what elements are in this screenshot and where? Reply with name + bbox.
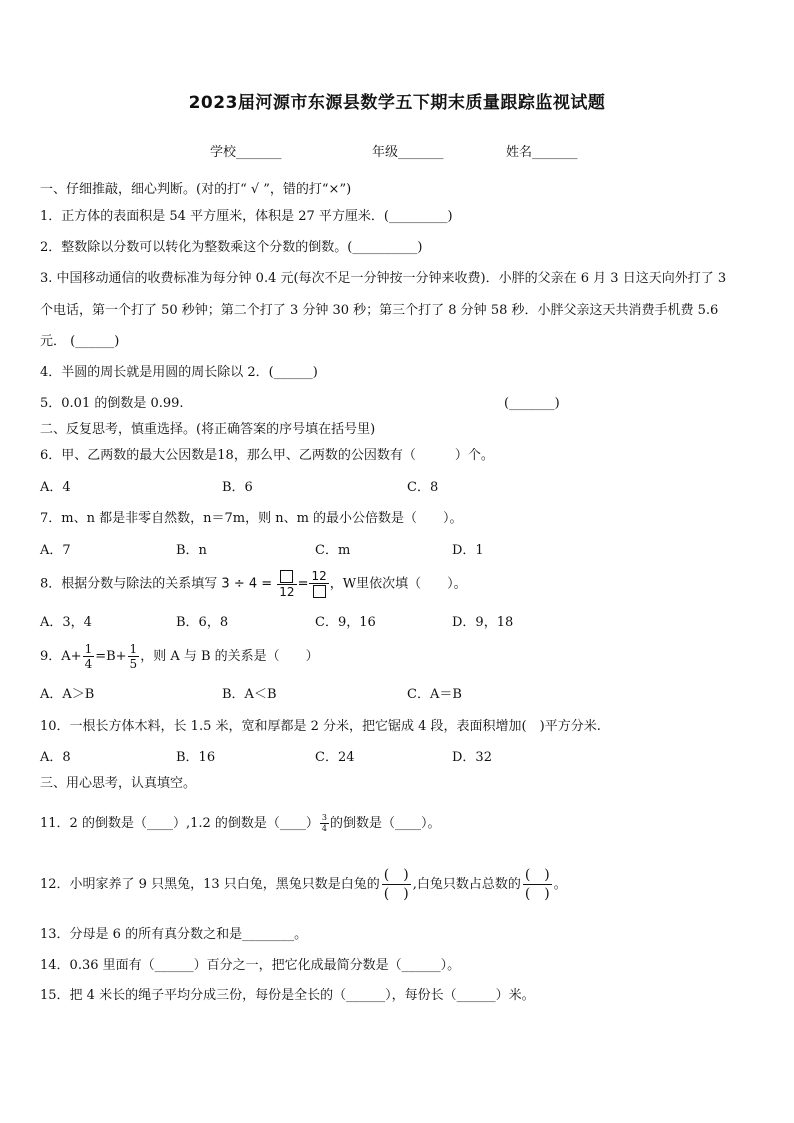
grade-field: 年级_______: [372, 145, 444, 160]
question-6: 6．甲、乙两数的最大公因数是18，那么甲、乙两数的公因数有（ ）个。: [40, 448, 494, 463]
question-3-line-2: 个电话，第一个打了 50 秒钟；第二个打了 3 分钟 30 秒；第三个打了 8 分钟 58 秒．小胖父亲这天共消费手机费 5.6: [40, 303, 719, 318]
question-14: 14．0.36 里面有（______）百分之一，把它化成最简分数是（______）。: [40, 958, 461, 973]
page-title: 2023届河源市东源县数学五下期末质量跟踪监视试题: [188, 93, 606, 113]
section-heading-1: 一、仔细推敲，细心判断。(对的打“ √ ”，错的打“×”): [40, 182, 352, 197]
question-8-tail: ，W里依次填（ ）。: [329, 576, 467, 592]
blank-box: [280, 570, 293, 583]
fraction: $\frac{1}{4}$: [84, 642, 93, 671]
question-2: 2．整数除以分数可以转化为整数乘这个分数的倒数。(__________): [40, 240, 423, 255]
option: B．6，8: [176, 615, 229, 630]
question-3-line-3: 元． (______): [40, 334, 120, 349]
question-13: 13．分母是 6 的所有真分数之和是________。: [40, 927, 308, 942]
option: B．16: [176, 750, 216, 765]
section-heading-3: 三、用心思考，认真填空。: [40, 776, 197, 791]
option: C．24: [315, 750, 355, 765]
section-heading-2: 二、反复思考，慎重选择。(将正确答案的序号填在括号里): [40, 422, 376, 437]
option: D．32: [452, 750, 492, 765]
option: C．m: [315, 543, 351, 558]
fraction: $\frac{3}{4}$: [321, 813, 327, 833]
option: B．n: [176, 543, 207, 558]
question-8-text: 8．根据分数与除法的关系填写: [40, 576, 218, 592]
fraction: $\frac{1}{5}$: [129, 642, 138, 671]
blank-box: [313, 585, 326, 598]
option: B．A＜B: [222, 687, 277, 702]
question-5-blank: (_______): [504, 396, 560, 411]
blank-fraction: ( ) ( ): [383, 867, 409, 902]
blank-fraction: ( ) ( ): [524, 867, 550, 902]
question-3-line-1: 3. 中国移动通信的收费标准为每分钟 0.4 元(每次不足一分钟按一分钟来收费)．小胖的父亲在 6 月 3 日这天向外打了 3: [40, 271, 727, 286]
question-10: 10．一根长方体木料，长 1.5 米，宽和厚都是 2 分米，把它锯成 4 段，表面积增加( )平方分米.: [40, 719, 601, 734]
option: C．8: [407, 480, 439, 495]
question-4: 4．半圆的周长就是用圆的周长除以 2．(______): [40, 365, 318, 380]
question-8: 8．根据分数与除法的关系填写 3 ÷ 4 = 12 = 12 ，W里依次填（ ）。: [40, 569, 467, 599]
option: D．9，18: [452, 615, 514, 630]
question-8-expression: 3 ÷ 4 =: [221, 576, 273, 592]
school-field: 学校_______: [210, 145, 282, 160]
question-12: 12．小明家养了 9 只黑兔，13 只白兔，黑兔只数是白兔的 ( ) ( ) ,白兔只数占总数的 ( ) ( ) 。: [40, 867, 567, 902]
option: C．9，16: [315, 615, 376, 630]
option: C．A＝B: [407, 687, 462, 702]
fraction: 12: [309, 570, 328, 598]
option: A．8: [40, 750, 71, 765]
option: A．A＞B: [40, 687, 95, 702]
question-9: 9．A+ $\frac{1}{4}$ =B+ $\frac{1}{5}$ ，则 A 与 B 的关系是（ ）: [40, 642, 319, 671]
question-7: 7．m、n 都是非零自然数，n＝7m，则 n、m 的最小公倍数是（ ）。: [40, 511, 463, 526]
option: A．7: [40, 543, 71, 558]
option: D．1: [452, 543, 484, 558]
option: A．4: [40, 480, 71, 495]
question-11: 11．2 的倒数是（____）,1.2 的倒数是（____） $\frac{3}{4}$ 的倒数是（____）。: [40, 813, 441, 833]
option: B．6: [222, 480, 253, 495]
name-field: 姓名_______: [506, 145, 578, 160]
question-1: 1．正方体的表面积是 54 平方厘米，体积是 27 平方厘米．(_________): [40, 209, 453, 224]
option: A．3，4: [40, 615, 92, 630]
fraction: 12: [277, 570, 296, 598]
question-15: 15．把 4 米长的绳子平均分成三份，每份是全长的（______），每份长（______）米。: [40, 988, 535, 1003]
question-5: 5．0.01 的倒数是 0.99.: [40, 396, 184, 411]
